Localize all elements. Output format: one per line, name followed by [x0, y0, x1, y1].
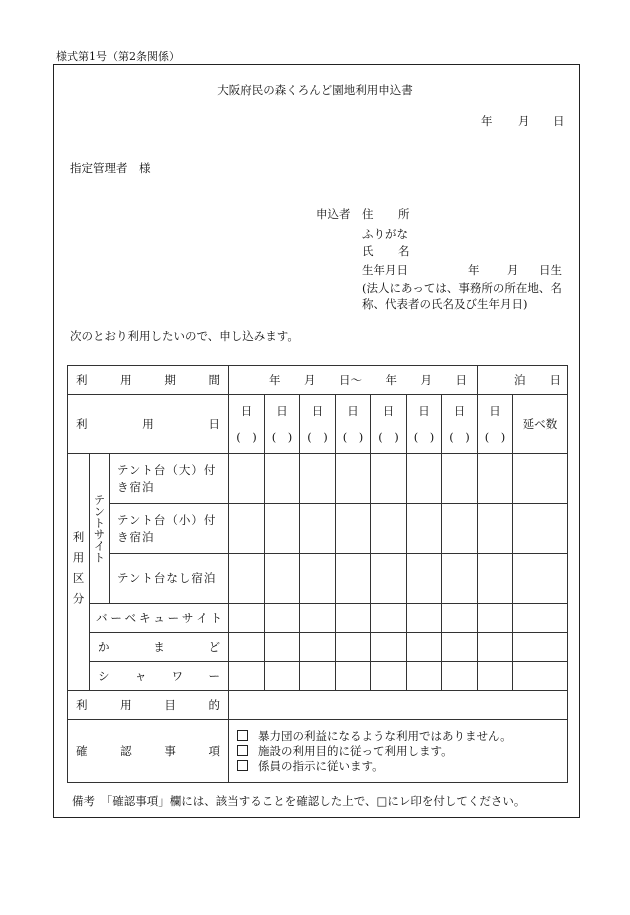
- remarks-note: 備考 「確認事項」欄には、該当することを確認した上で、□にレ印を付してください。: [72, 794, 526, 808]
- entry-cell[interactable]: [336, 662, 371, 691]
- entry-cell[interactable]: [265, 662, 300, 691]
- weekday-label: ( ): [413, 430, 435, 444]
- usage-day-label-char: 利: [76, 417, 88, 431]
- entry-cell[interactable]: [229, 662, 265, 691]
- tent-small-row: [68, 504, 568, 554]
- weekday-label: ( ): [271, 430, 293, 444]
- corporate-note-line-2: 称、代表者の氏名及び生年月日): [362, 297, 528, 311]
- shower-char: ワ: [171, 669, 184, 683]
- name-label-2: 名: [398, 244, 410, 258]
- day-label: 日: [240, 404, 253, 418]
- entry-cell[interactable]: [478, 662, 513, 691]
- entry-cell[interactable]: [229, 604, 265, 633]
- confirm-items: [229, 720, 568, 783]
- total-cell[interactable]: [513, 662, 568, 691]
- entry-cell[interactable]: [478, 504, 513, 554]
- total-cell[interactable]: [513, 604, 568, 633]
- tent-none-row: [68, 554, 568, 604]
- weekday-label: ( ): [449, 430, 470, 444]
- shower-char: シ: [98, 669, 110, 683]
- confirm-label: [68, 720, 229, 783]
- name-label-1: 氏: [362, 244, 374, 258]
- period-start-day: 日～: [339, 373, 362, 387]
- tent-small-label: [110, 504, 229, 554]
- confirm-item-text: 係員の指示に従います。: [258, 758, 384, 773]
- entry-cell[interactable]: [371, 504, 407, 554]
- entry-cell[interactable]: [229, 633, 265, 662]
- usage-day-cell[interactable]: [265, 395, 300, 454]
- confirm-item: [237, 729, 567, 744]
- address-label-1: 住: [362, 207, 374, 221]
- kamado-char: ま: [153, 640, 165, 654]
- tent-large-row: [68, 454, 568, 504]
- entry-cell[interactable]: [229, 454, 265, 504]
- tent-site-label: [90, 454, 110, 604]
- total-cell[interactable]: [513, 633, 568, 662]
- day-label: 日: [311, 404, 324, 418]
- weekday-label: ( ): [378, 430, 399, 444]
- purpose-field[interactable]: [229, 691, 568, 720]
- weekday-label: ( ): [307, 430, 328, 444]
- day-label: 日: [382, 404, 395, 418]
- entry-cell[interactable]: [478, 454, 513, 504]
- entry-cell[interactable]: [300, 604, 336, 633]
- usage-day-cell[interactable]: [478, 395, 513, 454]
- entry-cell[interactable]: [336, 504, 371, 554]
- period-start-year: 年: [269, 373, 281, 387]
- confirm-item: [237, 759, 567, 774]
- usage-table: [67, 365, 568, 783]
- entry-cell[interactable]: [336, 554, 371, 604]
- entry-cell[interactable]: [371, 662, 407, 691]
- category-label-text: 利用区分: [71, 531, 86, 613]
- entry-cell[interactable]: [407, 504, 442, 554]
- entry-cell[interactable]: [300, 662, 336, 691]
- weekday-label: ( ): [484, 430, 506, 444]
- nights-label: 泊: [514, 373, 526, 387]
- usage-day-cell[interactable]: [371, 395, 407, 454]
- date-month-label: 月: [518, 114, 530, 128]
- bbq-row: [68, 604, 568, 633]
- bbq-char: ュ: [153, 611, 165, 625]
- usage-day-label: [68, 395, 229, 454]
- total-cell[interactable]: [513, 454, 568, 504]
- kamado-char: か: [98, 640, 110, 654]
- days-label: 日: [549, 373, 562, 387]
- form-number-label: 様式第1号（第2条関係）: [56, 50, 180, 63]
- confirm-checkbox[interactable]: [237, 745, 248, 756]
- period-label-char: 用: [120, 373, 132, 387]
- entry-cell[interactable]: [336, 604, 371, 633]
- tent-small-text: テント台（小）付き宿泊: [117, 512, 217, 544]
- day-label: 日: [418, 404, 430, 418]
- tent-large-label: [110, 454, 229, 504]
- confirm-char: 確: [76, 744, 88, 758]
- shower-row: [68, 662, 568, 691]
- entry-cell[interactable]: [371, 554, 407, 604]
- entry-cell[interactable]: [300, 504, 336, 554]
- period-start-month: 月: [304, 373, 316, 387]
- address-label-2: 所: [398, 207, 410, 221]
- period-end-day: 日: [455, 373, 467, 387]
- entry-cell[interactable]: [265, 504, 300, 554]
- entry-cell[interactable]: [371, 633, 407, 662]
- day-label: 日: [347, 404, 359, 418]
- purpose-char: 的: [208, 698, 220, 712]
- bbq-char: バ: [96, 611, 108, 625]
- entry-cell[interactable]: [407, 633, 442, 662]
- category-label: [68, 454, 90, 691]
- confirm-char: 項: [208, 744, 220, 758]
- day-label: 日: [489, 404, 501, 418]
- shower-char: ー: [208, 669, 220, 683]
- purpose-char: 目: [164, 698, 176, 712]
- confirm-item: [237, 744, 567, 759]
- entry-cell[interactable]: [407, 454, 442, 504]
- entry-cell[interactable]: [442, 604, 478, 633]
- entry-cell[interactable]: [442, 454, 478, 504]
- bbq-char: ト: [210, 611, 222, 625]
- tent-none-label: [110, 554, 229, 604]
- entry-cell[interactable]: [442, 662, 478, 691]
- confirm-checkbox[interactable]: [237, 730, 248, 741]
- addressee: 指定管理者 様: [70, 161, 151, 175]
- confirm-char: 事: [164, 744, 176, 758]
- usage-day-label-char: 日: [208, 417, 220, 431]
- bbq-char: サ: [181, 611, 194, 625]
- furigana-label: ふりがな: [362, 227, 408, 241]
- period-label: [68, 366, 229, 395]
- tent-site-label-text: テントサイト: [92, 494, 107, 563]
- kamado-row: [68, 633, 568, 662]
- bbq-char: イ: [196, 611, 208, 625]
- confirm-row: [68, 720, 568, 783]
- weekday-label: ( ): [236, 430, 257, 444]
- entry-cell[interactable]: [265, 633, 300, 662]
- entry-cell[interactable]: [407, 604, 442, 633]
- bbq-label: [90, 604, 229, 633]
- usage-day-cell[interactable]: [442, 395, 478, 454]
- entry-cell[interactable]: [442, 633, 478, 662]
- period-label-char: 間: [208, 373, 220, 387]
- birthdate-label: 生年月日: [362, 263, 408, 277]
- purpose-label: [68, 691, 229, 720]
- shower-char: ャ: [134, 669, 147, 683]
- usage-day-label-char: 用: [142, 417, 154, 431]
- day-label: 日: [453, 404, 466, 418]
- period-end-month: 月: [420, 373, 432, 387]
- period-end-year: 年: [385, 373, 397, 387]
- period-range-field[interactable]: [229, 366, 478, 395]
- total-count-header: 延べ数: [513, 395, 568, 454]
- confirm-checkbox[interactable]: [237, 760, 248, 771]
- birth-month-label: 月: [507, 263, 519, 277]
- entry-cell[interactable]: [371, 454, 407, 504]
- entry-cell[interactable]: [407, 554, 442, 604]
- usage-day-row: [68, 395, 568, 454]
- purpose-row: [68, 691, 568, 720]
- entry-cell[interactable]: [265, 454, 300, 504]
- entry-cell[interactable]: [442, 504, 478, 554]
- tent-large-text: テント台（大）付き宿泊: [117, 462, 217, 494]
- nights-field[interactable]: [478, 366, 568, 395]
- date-year-label: 年: [481, 114, 493, 128]
- entry-cell[interactable]: [300, 554, 336, 604]
- bbq-char: ベ: [124, 611, 137, 625]
- entry-cell[interactable]: [442, 554, 478, 604]
- period-row: [68, 366, 568, 395]
- kamado-char: ど: [208, 640, 220, 654]
- usage-day-cell[interactable]: [229, 395, 265, 454]
- document-title: 大阪府民の森くろんど園地利用申込書: [217, 83, 413, 97]
- tent-none-text: テント台なし宿泊: [117, 571, 217, 585]
- confirm-item-text: 施設の利用目的に従って利用します。: [258, 743, 453, 758]
- birth-day-label: 日生: [539, 263, 562, 277]
- bbq-char: キ: [138, 611, 151, 625]
- period-label-char: 利: [76, 373, 88, 387]
- confirm-char: 認: [120, 744, 132, 758]
- entry-cell[interactable]: [336, 454, 371, 504]
- entry-cell[interactable]: [300, 633, 336, 662]
- bbq-char: ー: [167, 611, 180, 625]
- bbq-char: ー: [110, 611, 122, 625]
- kamado-label: [90, 633, 229, 662]
- intro-text: 次のとおり利用したいので、申し込みます。: [70, 329, 299, 343]
- entry-cell[interactable]: [407, 662, 442, 691]
- confirm-item-text: 暴力団の利益になるような利用ではありません。: [258, 728, 512, 743]
- usage-day-cell[interactable]: [407, 395, 442, 454]
- entry-cell[interactable]: [371, 604, 407, 633]
- entry-cell[interactable]: [336, 633, 371, 662]
- purpose-char: 利: [76, 698, 88, 712]
- purpose-char: 用: [120, 698, 132, 712]
- date-day-label: 日: [553, 114, 565, 128]
- entry-cell[interactable]: [265, 554, 300, 604]
- entry-cell[interactable]: [478, 554, 513, 604]
- total-cell[interactable]: [513, 554, 568, 604]
- usage-day-cell[interactable]: [300, 395, 336, 454]
- day-label: 日: [276, 404, 288, 418]
- entry-cell[interactable]: [478, 633, 513, 662]
- usage-day-cell[interactable]: [336, 395, 371, 454]
- entry-cell[interactable]: [229, 504, 265, 554]
- total-cell[interactable]: [513, 504, 568, 554]
- entry-cell[interactable]: [300, 454, 336, 504]
- corporate-note-line-1: (法人にあっては、事務所の所在地、名: [362, 281, 562, 295]
- period-label-char: 期: [164, 373, 176, 387]
- entry-cell[interactable]: [229, 554, 265, 604]
- entry-cell[interactable]: [478, 604, 513, 633]
- entry-cell[interactable]: [265, 604, 300, 633]
- weekday-label: ( ): [342, 430, 364, 444]
- applicant-label: 申込者: [316, 207, 351, 221]
- shower-label: [90, 662, 229, 691]
- birth-year-label: 年: [468, 263, 480, 277]
